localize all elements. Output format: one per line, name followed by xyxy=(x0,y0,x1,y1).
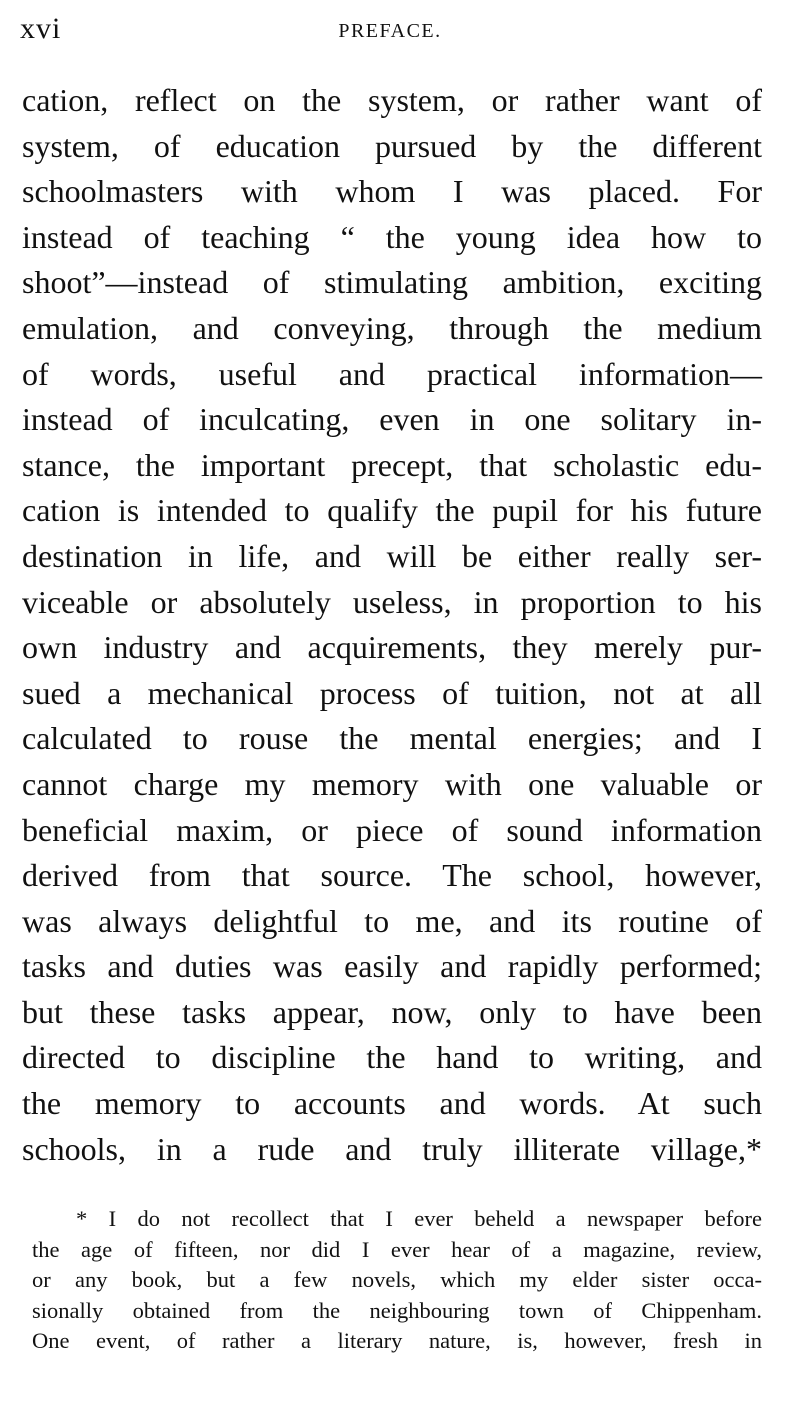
page-header xyxy=(20,12,760,52)
body-line: but these tasks appear, now, only to have been xyxy=(22,993,762,1030)
body-line: directed to discipline the hand to writing, and xyxy=(22,1039,762,1076)
body-line: emulation, and conveying, through the medium xyxy=(22,309,762,346)
body-line: own industry and acquirements, they merely pur- xyxy=(22,629,762,666)
body-line: tasks and duties was easily and rapidly performed; xyxy=(22,948,762,985)
body-line: sued a mechanical process of tuition, not at all xyxy=(22,674,762,711)
footnote-line: * I do not recollect that I ever beheld a newspaper before xyxy=(76,1206,762,1231)
body-line: stance, the important precept, that scholastic edu- xyxy=(22,446,762,483)
body-line: schools, in a rude and truly illiterate village,* xyxy=(22,1130,762,1167)
body-paragraph xyxy=(22,78,762,1172)
body-line: schoolmasters with whom I was placed. For xyxy=(22,173,762,210)
body-line: derived from that source. The school, however, xyxy=(22,857,762,894)
footnote-line: or any book, but a few novels, which my elder sister occa- xyxy=(32,1267,762,1292)
page-number: xvi xyxy=(20,12,62,45)
body-line: cannot charge my memory with one valuable or xyxy=(22,765,762,802)
footnote-line: sionally obtained from the neighbouring town of Chippenham. xyxy=(32,1297,762,1323)
footnote xyxy=(32,1204,762,1357)
body-line: cation, reflect on the system, or rather want of xyxy=(22,82,762,118)
body-line: instead of inculcating, even in one solitary in- xyxy=(22,401,762,438)
running-title: PREFACE. xyxy=(338,20,442,42)
body-line: was always delightful to me, and its routine of xyxy=(22,902,762,939)
footnote-line: One event, of rather a literary nature, is, however, fresh in xyxy=(32,1328,762,1353)
body-line: the memory to accounts and words. At such xyxy=(22,1085,762,1122)
body-line: of words, useful and practical information— xyxy=(22,355,762,392)
footnote-line: the age of fifteen, nor did I ever hear of a magazine, review, xyxy=(32,1236,762,1262)
body-line: instead of teaching “ the young idea how to xyxy=(22,218,762,255)
body-line: shoot”—instead of stimulating ambition, exciting xyxy=(22,264,762,301)
body-line: calculated to rouse the mental energies; and I xyxy=(22,720,762,757)
body-line: system, of education pursued by the different xyxy=(22,127,762,164)
body-line: beneficial maxim, or piece of sound information xyxy=(22,811,762,848)
body-line: viceable or absolutely useless, in proportion to his xyxy=(22,583,762,620)
body-line: cation is intended to qualify the pupil for his future xyxy=(22,492,762,529)
body-line: destination in life, and will be either really ser- xyxy=(22,537,762,574)
